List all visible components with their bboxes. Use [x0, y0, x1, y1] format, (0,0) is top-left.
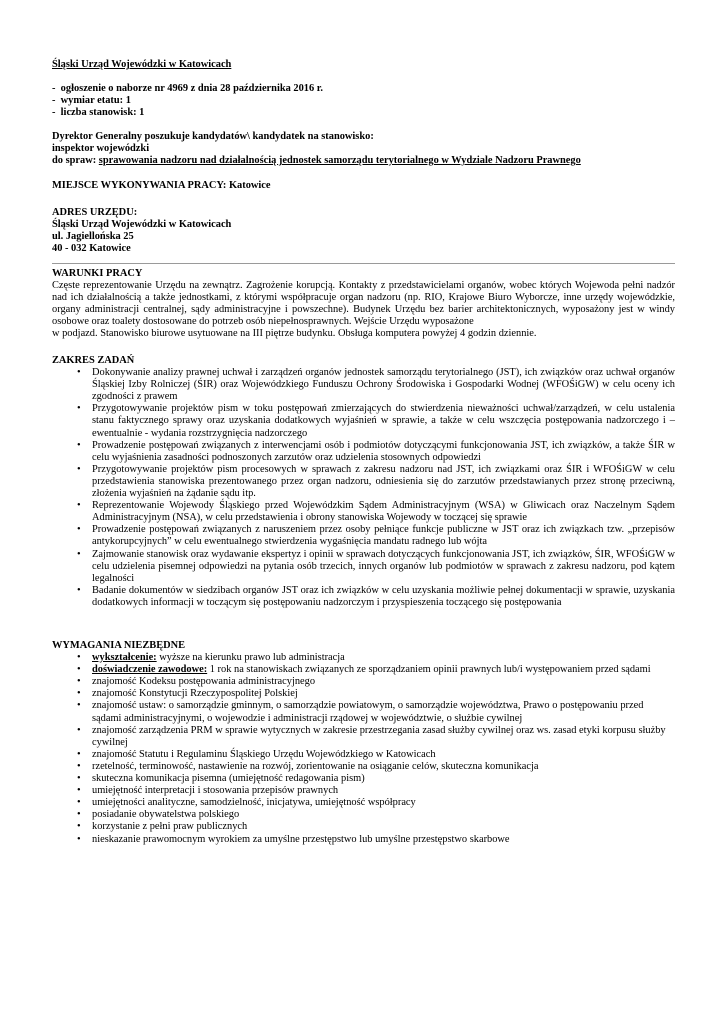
education-label: wykształcenie: — [92, 652, 157, 664]
requirement-text: nieskazanie prawomocnym wyrokiem za umyślne przestępstwo lub umyślne przestępstwo skarbowe — [92, 833, 510, 845]
requirement-text: skuteczna komunikacja pisemna (umiejętność redagowania pism) — [92, 773, 365, 785]
task-text: Przygotowywanie projektów pism w toku postępowań zmierzających do stwierdzenia nieważności uchwał/zarządzeń, w celu ustalenia stanu faktycznego sprawy oraz uzyskania dodatkowych wyjaśnień w sprawie, a także w celu wszczęcia postępowania nadzorczego i – ewentualnie - wydania rozstrzygnięcia nadzorczego — [92, 403, 675, 439]
address-heading: ADRES URZĘDU: — [52, 207, 138, 218]
positions-line — [52, 107, 675, 119]
bullet-icon: • — [77, 773, 81, 785]
list-item — [52, 785, 675, 797]
announcement-details — [52, 83, 675, 119]
task-text: Zajmowanie stanowisk oraz wydawanie ekspertyz i opinii w sprawach dotyczących funkcjonowania JST, ich związków, ŚIR, WFOŚiGW w celu udzielenia pisemnej odpowiedzi na pytania osób trzecich, innych organów lub podmiotów w sprawach z zakresu nadzoru, pod kątem legalności — [92, 548, 675, 584]
list-item — [52, 725, 675, 749]
tasks-list — [52, 367, 675, 609]
bullet-icon: • — [77, 652, 81, 664]
conditions-section — [52, 268, 675, 341]
list-item — [52, 524, 675, 548]
list-item — [52, 834, 675, 846]
requirement-text: korzystanie z pełni praw publicznych — [92, 821, 248, 833]
task-text: Reprezentowanie Wojewody Śląskiego przed Wojewódzkim Sądem Administracyjnym (WSA) w Gliwicach oraz Naczelnym Sądem Administracyjnym (NSA), w celu przedstawienia i obrony stanowiska Wojewody w toczącej się sprawie — [92, 500, 675, 524]
list-item — [52, 700, 675, 724]
bullet-icon: • — [77, 833, 81, 845]
dash: - — [52, 107, 56, 119]
requirement-text: posiadanie obywatelstwa polskiego — [92, 809, 240, 821]
tasks-section — [52, 355, 675, 609]
bullet-icon: • — [77, 700, 81, 712]
bullet-icon: • — [77, 548, 81, 560]
requirement-text: umiejętności analityczne, samodzielność, inicjatywa, umiejętność współpracy — [92, 797, 416, 809]
bullet-icon: • — [77, 439, 81, 451]
section-divider — [52, 263, 675, 264]
list-item — [52, 367, 675, 403]
workplace-label: MIEJSCE WYKONYWANIA PRACY: — [52, 180, 227, 191]
list-item — [52, 797, 675, 809]
bullet-icon: • — [77, 367, 81, 379]
list-item — [52, 652, 675, 664]
list-item — [52, 549, 675, 585]
bullet-icon: • — [77, 688, 81, 700]
education-value: wyższe na kierunku prawo lub administracja — [159, 652, 345, 664]
bullet-icon: • — [77, 500, 81, 512]
task-text: Badanie dokumentów w siedzibach organów JST oraz ich związków w celu uzyskania możliwie pełnej dokumentacji w sprawie, uzyskania dodatkowych informacji w toczącym się postępowaniu nadzorczym i przyspieszenia toczącego się postępowania — [92, 584, 675, 608]
task-text: Prowadzenie postępowań związanych z interwencjami osób i podmiotów dotyczącymi funkcjonowania JST, ich związków, a także ŚIR w celu wyjaśnienia zasadności podnoszonych zarzutów oraz udzielenia stosownych odpowiedzi — [92, 439, 675, 463]
task-text: Przygotowywanie projektów pism procesowych w sprawach z zakresu nadzoru nad JST, ich związkami oraz ŚIR i WFOŚiGW w celu przedstawienia stanowiska prezentowanego przez organ nadzoru, odniesienia się do zarzutów przedstawianych przez stronę przeciwną, złożenia wyjaśnień na żądanie sądu itp. — [92, 463, 675, 500]
duties-prefix: do spraw: — [52, 155, 97, 167]
position-block — [52, 131, 675, 167]
bullet-icon: • — [77, 463, 81, 475]
duties-text: sprawowania nadzoru nad działalnością jednostek samorządu terytorialnego w Wydziale Nadzoru Prawnego — [98, 155, 581, 167]
list-item — [52, 773, 675, 785]
fte-line — [52, 95, 675, 107]
list-item — [52, 761, 675, 773]
bullet-icon: • — [77, 785, 81, 797]
duties-line — [52, 155, 675, 167]
bullet-icon: • — [77, 760, 81, 772]
list-item — [52, 749, 675, 761]
position-intro: Dyrektor Generalny poszukuje kandydatów\ kandydatek na stanowisko: — [52, 131, 374, 142]
list-item — [52, 403, 675, 439]
requirements-section — [52, 640, 675, 846]
requirements-list — [52, 652, 675, 846]
requirement-text: znajomość ustaw: o samorządzie gminnym, o samorządzie powiatowym, o samorządzie województwa, Prawo o postępowaniu przed sądami administracyjnymi, o wojewodzie i administracji rządowej w województwie, o służbie cywilnej — [92, 700, 644, 724]
list-item — [52, 676, 675, 688]
fte-value: wymiar etatu: 1 — [60, 95, 131, 107]
requirement-text: znajomość Konstytucji Rzeczypospolitej Polskiej — [92, 688, 298, 700]
requirement-text: umiejętność interpretacji i stosowania przepisów prawnych — [92, 785, 339, 797]
bullet-icon: • — [77, 809, 81, 821]
address-line: 40 - 032 Katowice — [52, 243, 131, 255]
list-item — [52, 809, 675, 821]
announcement-number: ogłoszenie o naborze nr 4969 z dnia 28 października 2016 r. — [60, 83, 324, 94]
bullet-icon: • — [77, 748, 81, 760]
workplace-line — [52, 180, 271, 192]
bullet-icon: • — [77, 524, 81, 536]
bullet-icon: • — [77, 724, 81, 736]
address-block — [52, 207, 231, 255]
positions-count: liczba stanowisk: 1 — [60, 107, 145, 119]
list-item — [52, 585, 675, 609]
requirement-text: znajomość Statutu i Regulaminu Śląskiego Urzędu Wojewódzkiego w Katowicach — [92, 748, 436, 760]
tasks-heading: ZAKRES ZADAŃ — [52, 355, 135, 366]
bullet-icon: • — [77, 676, 81, 688]
task-text: Prowadzenie postępowań związanych z naruszeniem przez osoby pełniące funkcje publiczne w JST oraz ich związkach tzw. „przepisów antykorupcyjnych” w celu ewentualnego stwierdzenia wygaśnięcia mandatu radnego lub wójta — [92, 524, 675, 548]
task-text: Dokonywanie analizy prawnej uchwał i zarządzeń organów jednostek samorządu terytorialnego (JST), ich związków oraz uchwał organów Śląskiej Izby Rolniczej (ŚIR) oraz Wojewódzkiego Funduszu Ochrony Środowiska i Gospodarki Wodnej (WFOŚiGW) w celu oceny ich zgodności z prawem — [92, 367, 675, 403]
list-item — [52, 500, 675, 524]
conditions-heading: WARUNKI PRACY — [52, 268, 143, 279]
experience-label: doświadczenie zawodowe: — [92, 664, 208, 676]
list-item — [52, 688, 675, 700]
requirement-text: znajomość zarządzenia PRM w sprawie wytycznych w zakresie przestrzegania zasad służby cywilnej oraz ws. zasad etyki korpusu służby cywilnej — [92, 724, 666, 748]
dash: - — [52, 95, 56, 107]
dash: - — [52, 83, 56, 94]
list-item — [52, 440, 675, 464]
list-item — [52, 464, 675, 500]
workplace-city: Katowice — [228, 180, 271, 191]
bullet-icon: • — [77, 664, 81, 676]
requirement-text: znajomość Kodeksu postępowania administracyjnego — [92, 676, 316, 688]
bullet-icon: • — [77, 821, 81, 833]
address-line: Śląski Urząd Wojewódzki w Katowicach — [52, 219, 232, 231]
list-item — [52, 664, 675, 676]
address-line: ul. Jagiellońska 25 — [52, 231, 134, 243]
bullet-icon: • — [77, 403, 81, 415]
conditions-text: Częste reprezentowanie Urzędu na zewnątrz. Zagrożenie korupcją. Kontakty z przedstawicielami organów, wobec których Wojewoda pełni nadzór nad ich działalnością a także jednostkami, z którymi współpracuje organ nadzoru (np. RIO, Krajowe Biuro Wyborcze, inne urzędy wojewódzkie, organy administracji centralnej, sądy administracyjne i powszechne). Budynek Urzędu bez barier architektonicznych, wyposażony jest w windy osobowe oraz toalety dostosowane do potrzeb osób niepełnosprawnych. Wejście Urzędu wyposażone — [52, 280, 675, 328]
position-title: inspektor wojewódzki — [52, 143, 150, 155]
requirements-heading: WYMAGANIA NIEZBĘDNE — [52, 640, 186, 651]
office-name-heading: Śląski Urząd Wojewódzki w Katowicach — [52, 59, 232, 70]
experience-value: 1 rok na stanowiskach związanych ze sporządzaniem opinii prawnych lub/i występowaniem przed sądami — [209, 664, 651, 676]
requirement-text: rzetelność, terminowość, nastawienie na rozwój, zorientowanie na osiąganie celów, skuteczna komunikacja — [92, 760, 539, 772]
conditions-text-last: w podjazd. Stanowisko biurowe usytuowane na III piętrze budynku. Obsługa komputera powyżej 4 godzin dziennie. — [52, 328, 537, 340]
list-item — [52, 821, 675, 833]
bullet-icon: • — [77, 584, 81, 596]
bullet-icon: • — [77, 797, 81, 809]
announcement-line — [52, 83, 675, 95]
